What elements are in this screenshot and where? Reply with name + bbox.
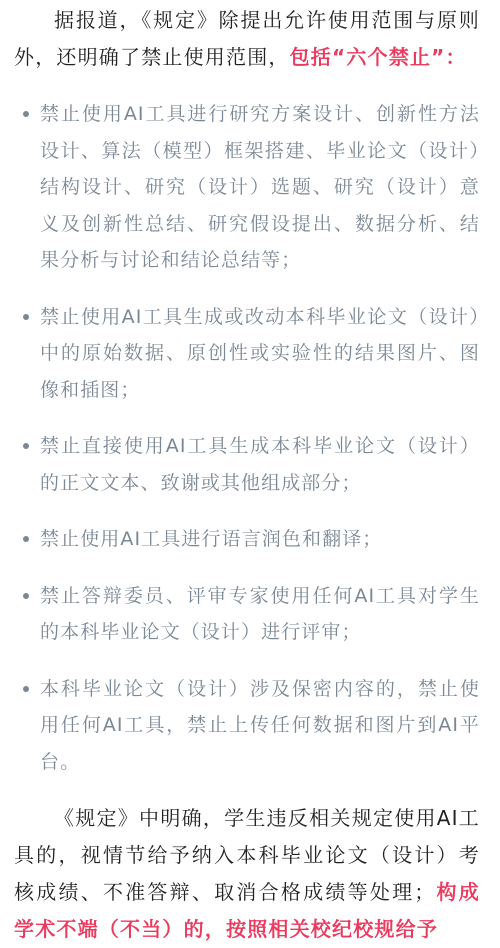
conclusion-text: 《规定》中明确，学生违反相关规定使用AI工具的，视情节给予纳入本科毕业论文（设计）考核成绩、不准答辩、取消合格成绩等处理； [14,806,480,904]
list-item-text: 禁止答辩委员、评审专家使用任何AI工具对学生的本科毕业论文（设计）进行评审； [40,584,480,643]
intro-text: 据报道，《规定》除提出允许使用范围与原则外，还明确了禁止使用范围， [14,8,480,69]
conclusion-paragraph [14,800,480,948]
intro-paragraph [14,2,480,76]
list-item-text: 本科毕业论文（设计）涉及保密内容的，禁止使用任何AI工具，禁止上传任何数据和图片到AI平台。 [40,677,480,773]
intro-highlight: 包括“六个禁止”： [289,45,467,69]
list-item [14,671,480,781]
list-item [14,578,480,651]
list-item-text: 禁止直接使用AI工具生成本科毕业论文（设计）的正文文本、致谢或其他组成部分； [40,435,480,494]
prohibition-list [14,96,480,780]
list-item [14,428,480,501]
bullet-dot-icon [23,314,29,320]
list-item [14,299,480,409]
bullet-dot-icon [23,536,29,542]
list-item-text: 禁止使用AI工具进行研究方案设计、创新性方法设计、算法（模型）框架搭建、毕业论文（设计）结构设计、研究（设计）选题、研究（设计）意义及创新性总结、研究假设提出、数据分析、结果分析与讨论和结论总结等； [40,103,480,271]
list-item [14,521,480,558]
bullet-dot-icon [23,443,29,449]
article-page [0,2,500,941]
list-item-text: 禁止使用AI工具进行语言润色和翻译； [40,528,383,550]
bullet-dot-icon [23,686,29,692]
bullet-dot-icon [23,111,29,117]
conclusion-highlight: 构成学术不端（不当）的，按照相关校纪校规给予 [14,880,480,941]
bullet-dot-icon [23,593,29,599]
list-item [14,96,480,279]
list-item-text: 禁止使用AI工具生成或改动本科毕业论文（设计）中的原始数据、原创性或实验性的结果图片、图像和插图； [40,305,480,401]
